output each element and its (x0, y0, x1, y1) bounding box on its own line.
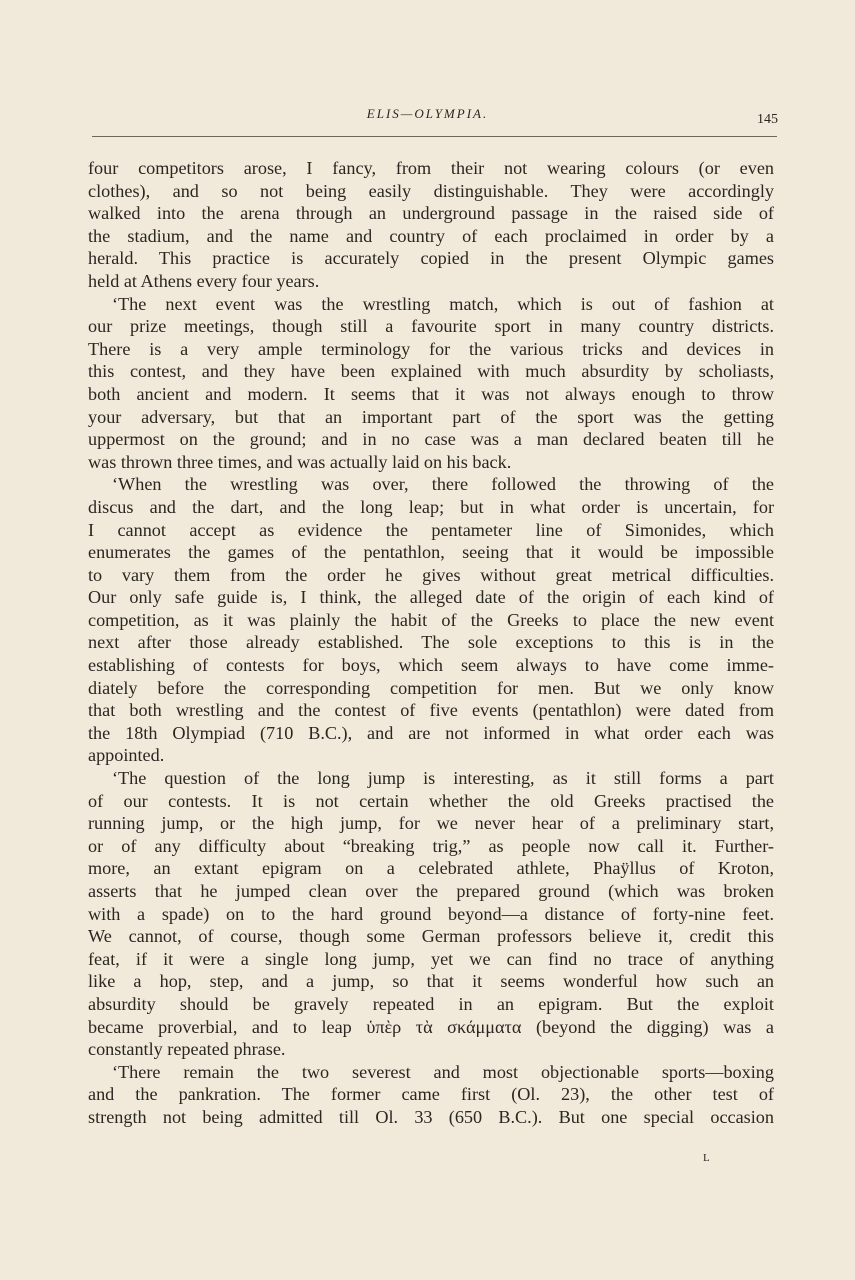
text-line: and the pankration. The former came first (Ol. 23), the other test of (88, 1084, 774, 1105)
text-line: next after those already established. The sole exceptions to this is in the (88, 632, 774, 653)
text-line: the 18th Olympiad (710 B.C.), and are not informed in what order each was (88, 722, 774, 743)
text-line: both ancient and modern. It seems that it was not always enough to throw (88, 383, 774, 404)
text-line: more, an extant epigram on a celebrated athlete, Phaÿllus of Kroton, (88, 858, 774, 879)
text-line: Our only safe guide is, I think, the alleged date of the origin of each kind of (88, 587, 774, 608)
text-line: your adversary, but that an important part of the sport was the getting (88, 406, 774, 427)
header-rule (92, 136, 777, 137)
text-line: our prize meetings, though still a favourite sport in many country districts. (88, 316, 774, 337)
text-line: I cannot accept as evidence the pentameter line of Simonides, which (88, 519, 774, 540)
body-text (88, 157, 774, 1129)
text-line: or of any difficulty about “breaking trig,” as people now call it. Further- (88, 835, 774, 856)
text-line: that both wrestling and the contest of five events (pentathlon) were dated from (88, 700, 774, 721)
text-line: We cannot, of course, though some German professors believe it, credit this (88, 926, 774, 947)
text-line: strength not being admitted till Ol. 33 (650 B.C.). But one special occasion (88, 1106, 774, 1127)
text-line: establishing of contests for boys, which seem always to have come imme- (88, 655, 774, 676)
text-line: diately before the corresponding competition for men. But we only know (88, 677, 774, 698)
running-head: ELIS—OLYMPIA. (366, 106, 489, 121)
text-line: ‘When the wrestling was over, there followed the throwing of the (112, 474, 774, 495)
text-line: absurdity should be gravely repeated in an epigram. But the exploit (88, 993, 774, 1014)
text-line: held at Athens every four years. (88, 270, 320, 291)
text-line: running jump, or the high jump, for we never hear of a preliminary start, (88, 813, 774, 834)
text-line: like a hop, step, and a jump, so that it seems wonderful how such an (88, 971, 774, 992)
page-number: 145 (757, 112, 778, 127)
text-line: clothes), and so not being easily distinguishable. They were accordingly (88, 180, 774, 201)
text-line: was thrown three times, and was actually laid on his back. (88, 451, 512, 472)
text-line: enumerates the games of the pentathlon, seeing that it would be impossible (88, 542, 774, 563)
text-line: became proverbial, and to leap ὑπὲρ τὰ σκάμματα (beyond the digging) was a (88, 1016, 774, 1037)
text-line: this contest, and they have been explained with much absurdity by scholiasts, (88, 361, 774, 382)
text-line: ‘There remain the two severest and most objectionable sports—boxing (112, 1061, 774, 1082)
text-line: ‘The next event was the wrestling match, which is out of fashion at (112, 293, 774, 314)
text-line: There is a very ample terminology for the various tricks and devices in (88, 338, 774, 359)
text-line: herald. This practice is accurately copied in the present Olympic games (88, 248, 774, 269)
text-line: competition, as it was plainly the habit of the Greeks to place the new event (88, 609, 774, 630)
text-line: to vary them from the order he gives without great metrical difficulties. (88, 564, 774, 585)
text-line: uppermost on the ground; and in no case was a man declared beaten till he (88, 429, 774, 450)
text-line: the stadium, and the name and country of each proclaimed in order by a (88, 225, 774, 246)
text-line: constantly repeated phrase. (88, 1039, 286, 1060)
text-line: four competitors arose, I fancy, from their not wearing colours (or even (88, 158, 774, 178)
text-line: feat, if it were a single long jump, yet we can find no trace of anything (88, 948, 774, 969)
text-line: of our contests. It is not certain whether the old Greeks practised the (88, 790, 774, 811)
text-line: with a spade) on to the hard ground beyond—a distance of forty-nine feet. (88, 903, 774, 924)
signature-mark: L (703, 1152, 711, 1164)
text-line: walked into the arena through an underground passage in the raised side of (88, 203, 774, 224)
text-line: ‘The question of the long jump is interesting, as it still forms a part (112, 768, 774, 789)
text-line: appointed. (88, 745, 165, 766)
text-line: discus and the dart, and the long leap; but in what order is uncertain, for (88, 496, 774, 517)
text-line: asserts that he jumped clean over the prepared ground (which was broken (88, 881, 774, 901)
